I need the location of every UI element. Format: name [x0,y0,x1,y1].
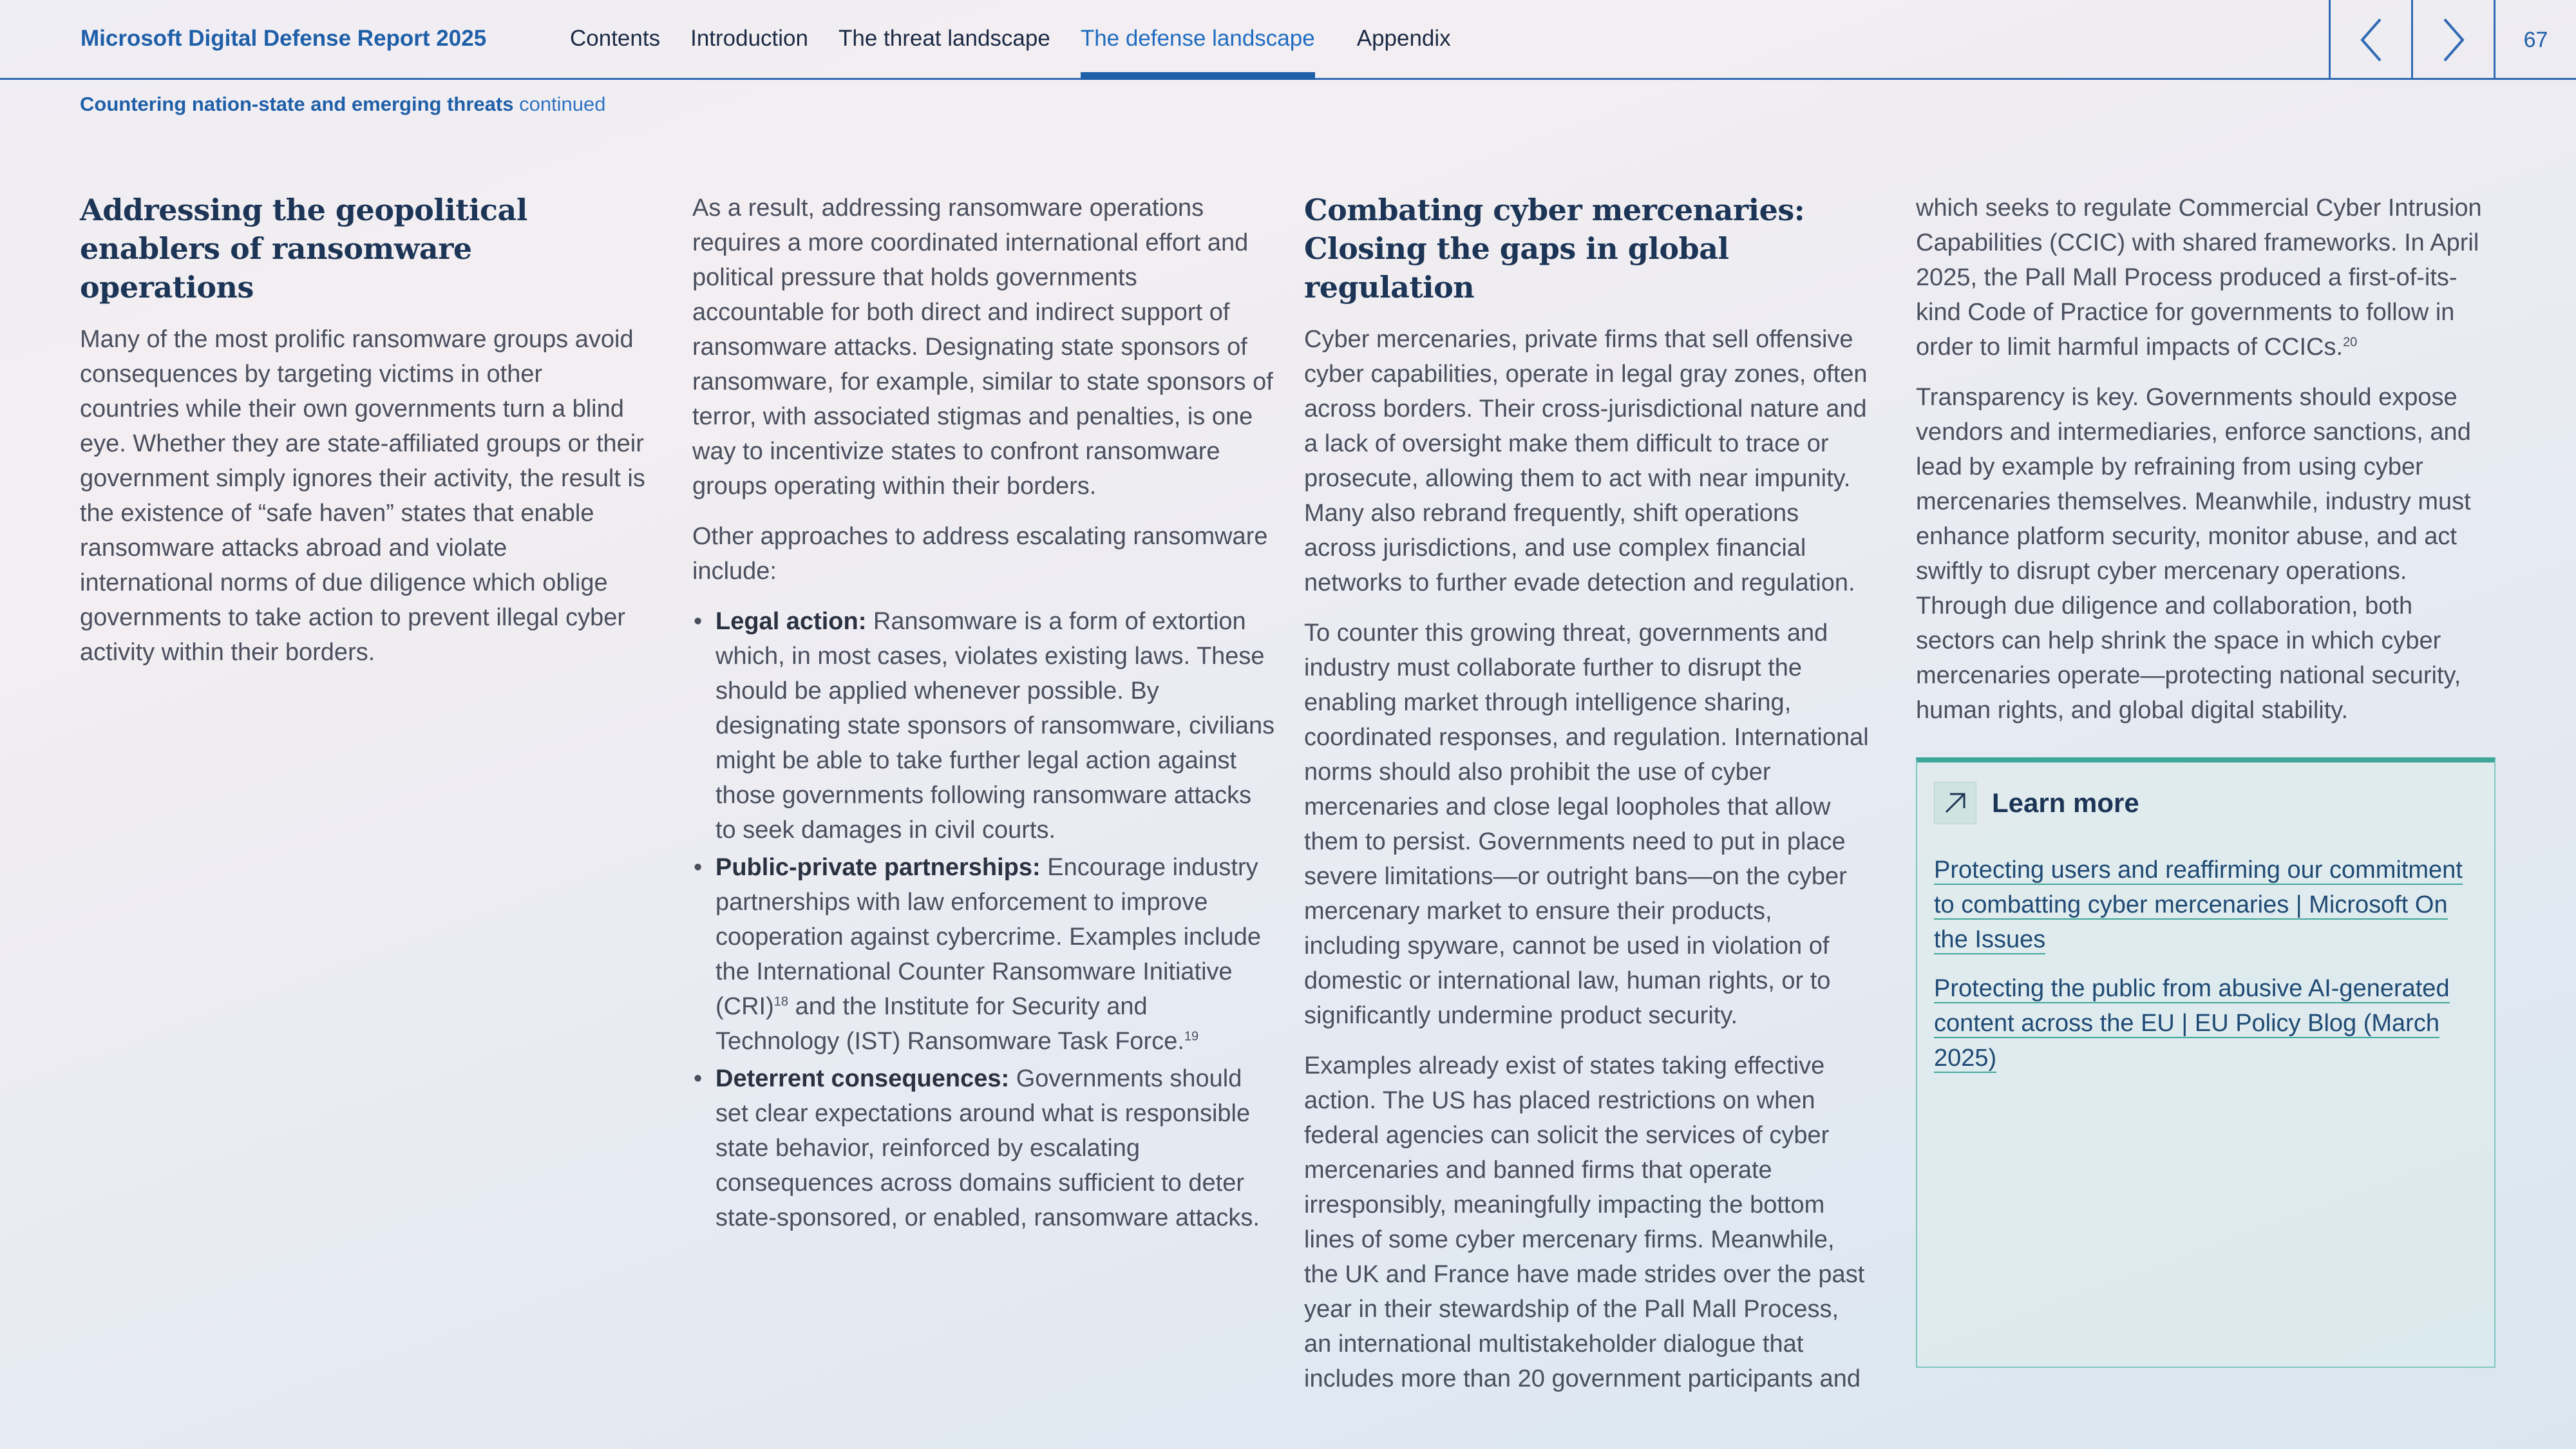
column-2 [692,191,1275,1238]
footnote-ref[interactable]: 20 [2343,335,2358,350]
paragraph: Transparency is key. Governments should expose vendors and intermediaries, enforce sanctions, and lead by example by refraining from using cyber mercenaries themselves. Meanwhile, industry must enhance platform security, monitor abuse, and act swiftly to disrupt cyber mercenary operations. Through due diligence and collaboration, both sectors can help shrink the space in which cyber mercenaries operate—protecting national security, human rights, and global digital stability. [1916,384,2471,724]
next-page-button[interactable] [2411,0,2494,80]
link-text[interactable]: Protecting users and reaffirming our commitment to combatting cyber mercenaries | Microsoft On the Issues [1934,857,2463,953]
learn-more-header [1934,782,2477,824]
approaches-list [692,604,1275,1235]
bullet-icon: • [694,1065,703,1092]
nav-introduction[interactable]: Introduction [690,26,808,51]
page-number: 67 [2494,0,2576,80]
main-nav [570,26,1481,80]
paragraph-text: which seeks to regulate Commercial Cyber Intrusion Capabilities (CCIC) with shared frameworks. In April 2025, the Pall Mall Process produced a first-of-its-kind Code of Practice for governments to follow in order to limit harmful impacts of CCICs. [1916,194,2482,361]
section-continued: continued [519,93,606,115]
list-item-text: Ransomware is a form of extortion which, in most cases, violates existing laws. These should be applied whenever possible. By designating state sponsors of ransomware, civilians might be able to take further legal action against those governments following ransomware attacks to seek damages in civil courts. [715,608,1275,844]
paragraph: Many of the most prolific ransomware groups avoid consequences by targeting victims in other countries while their own governments turn a blind eye. Whether they are state-affiliated groups or their government simply ignores their activity, the result is the existence of “safe haven” states that enable ransomware attacks abroad and violate international norms of due diligence which oblige governments to take action to prevent illegal cyber activity within their borders. [80,326,645,666]
list-item [692,850,1275,1059]
learn-more-box [1916,757,2496,1368]
paragraph: Cyber mercenaries, private firms that sell offensive cyber capabilities, operate in legal gray zones, often across borders. Their cross-jurisdictional nature and a lack of oversight make them difficult to trace or prosecute, allowing them to act with near impunity. Many also rebrand frequently, shift operations across jurisdictions, and use complex financial networks to further evade detection and regulation. [1304,326,1868,596]
external-arrow-icon [1934,782,1976,824]
list-item [692,1061,1275,1235]
arrow-up-right-icon [1942,790,1968,816]
paragraph [1916,191,2496,365]
list-item-title: Public-private partnerships: [715,854,1041,881]
list-item-text: and the Institute for Security and Technology (IST) Ransomware Task Force. [715,993,1184,1055]
ransomware-heading: Addressing the geopolitical enablers of ransomware operations [80,193,527,305]
nav-threat-landscape[interactable]: The threat landscape [838,26,1050,51]
section-title: Countering nation-state and emerging threats [80,93,514,115]
bullet-icon: • [694,608,703,635]
bullet-icon: • [694,854,703,881]
nav-contents[interactable]: Contents [570,26,661,51]
chevron-left-icon [2358,17,2384,63]
previous-page-button[interactable] [2329,0,2411,80]
paragraph: As a result, addressing ransomware operations requires a more coordinated international effort and political pressure that holds governments accountable for both direct and indirect support of ransomware attacks. Designating state sponsors of ransomware, for example, similar to state sponsors of terror, with associated stigmas and penalties, is one way to incentivize states to confront ransomware groups operating within their borders. [692,194,1273,500]
list-item-text: Governments should set clear expectations around what is responsible state behavior, reinforced by escalating consequences across domains sufficient to deter state-sponsored, or enabled, ransomware attacks. [715,1065,1260,1231]
section-label [80,93,606,116]
footnote-ref[interactable]: 18 [773,994,789,1009]
nav-appendix[interactable]: Appendix [1356,26,1451,51]
link-text[interactable]: Protecting the public from abusive AI-generated content across the EU | EU Policy Blog (March 2025) [1934,975,2450,1072]
top-navigation-bar [0,0,2576,80]
chevron-right-icon [2441,17,2467,63]
learn-more-title: Learn more [1992,788,2139,818]
paragraph: Other approaches to address escalating ransomware include: [692,523,1268,585]
list-item-title: Legal action: [715,608,867,635]
nav-defense-landscape[interactable]: The defense landscape [1081,26,1315,80]
column-1 [80,191,647,685]
footnote-ref[interactable]: 19 [1184,1029,1199,1044]
cyber-mercenaries-heading: Combating cyber mercenaries: Closing the gaps in global regulation [1304,193,1805,305]
report-title[interactable]: Microsoft Digital Defense Report 2025 [80,26,487,51]
list-item [692,604,1275,848]
list-item-text: Encourage industry partnerships with law enforcement to improve cooperation against cybercrime. Examples include the International Counter Ransomware Initiative (CRI) [715,854,1261,1020]
list-item-title: Deterrent consequences: [715,1065,1010,1092]
paragraph: Examples already exist of states taking effective action. The US has placed restrictions on when federal agencies can solicit the services of cyber mercenaries and banned firms that operate irresponsibly, meaningfully impacting the bottom lines of some cyber mercenary firms. Meanwhile, the UK and France have made strides over the past year in their stewardship of the Pall Mall Process, an international multistakeholder dialogue that includes more than 20 government participants and [1304,1052,1865,1392]
paragraph: To counter this growing threat, governments and industry must collaborate further to disrupt the enabling market through intelligence sharing, coordinated responses, and regulation. International norms should also prohibit the use of cyber mercenaries and close legal loopholes that allow them to persist. Governments need to put in place severe limitations—or outright bans—on the cyber mercenary market to ensure their products, including spyware, cannot be used in violation of domestic or international law, human rights, or to significantly undermine product security. [1304,620,1869,1029]
learn-more-link-cyber-mercenaries[interactable] [1934,853,2477,957]
column-4 [1916,191,2496,743]
column-3 [1304,191,1871,1412]
learn-more-link-eu-policy[interactable] [1934,971,2477,1075]
